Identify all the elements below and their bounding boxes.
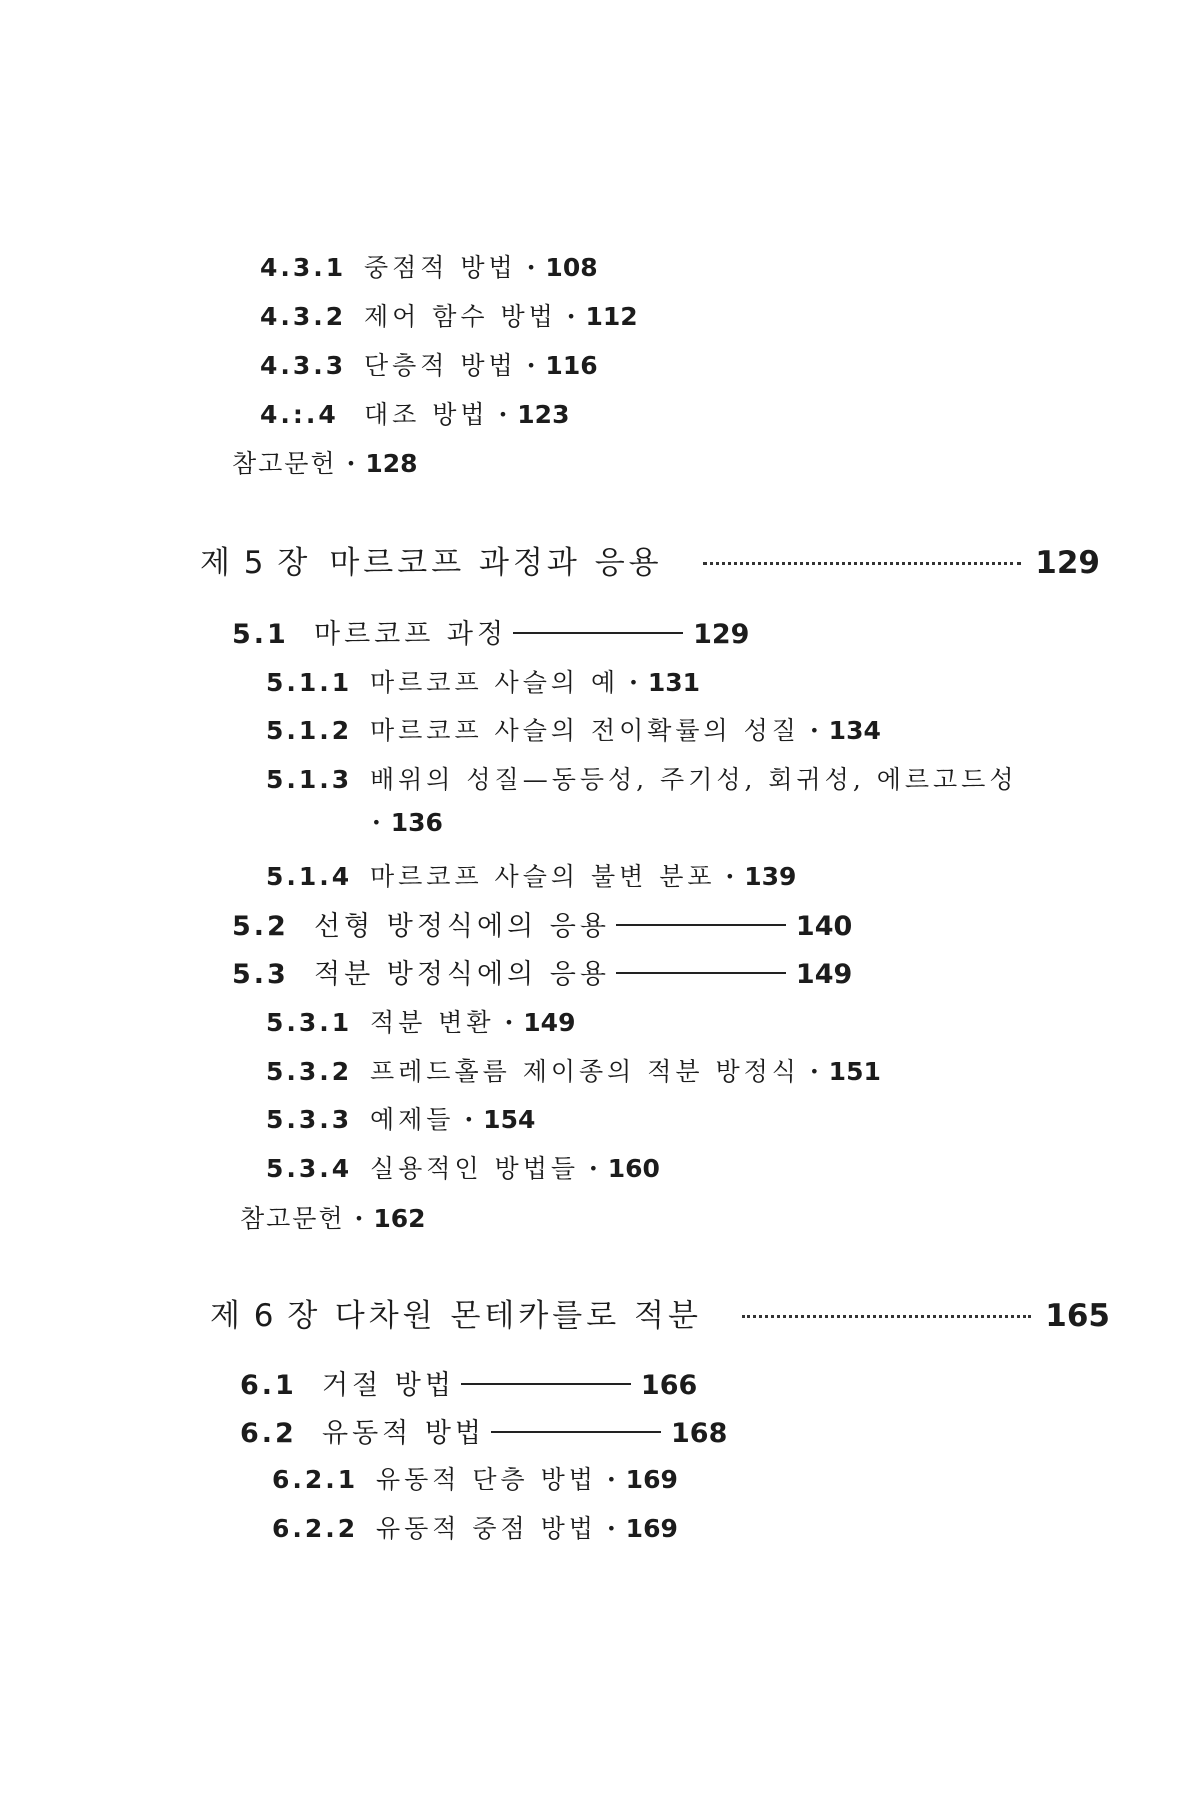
entry-number: 4.3.3 [260, 351, 347, 380]
entry-number: 4.3.2 [260, 302, 347, 331]
toc-entry [266, 1100, 535, 1136]
separator-dot: · [346, 449, 356, 478]
chapter-page: 129 [1035, 545, 1100, 581]
entry-title: 적분 변환 [370, 1008, 495, 1037]
separator-dot: · [526, 351, 536, 380]
section-heading [240, 1363, 697, 1402]
section-number: 6.1 [240, 1370, 297, 1401]
leader-rule [461, 1383, 631, 1385]
leader-rule [616, 924, 786, 926]
section-heading [240, 1411, 727, 1450]
toc-entry [266, 711, 881, 747]
entry-page: 149 [523, 1008, 576, 1037]
separator-dot: · [372, 808, 381, 837]
entry-title: 유동적 중점 방법 [376, 1514, 597, 1543]
entry-number: 5.3.3 [266, 1105, 353, 1134]
toc-entry [260, 248, 598, 284]
chapter-number: 제 5 장 [200, 545, 310, 581]
section-page: 168 [671, 1418, 728, 1449]
leader-rule [491, 1431, 661, 1433]
chapter-heading [200, 537, 1100, 582]
leader-rule [616, 972, 786, 974]
entry-page: 169 [625, 1514, 678, 1543]
entry-title: 중점적 방법 [364, 253, 517, 282]
section-page: 166 [640, 1370, 698, 1401]
entry-number: 5.1.1 [266, 668, 353, 697]
references-entry [240, 1199, 426, 1235]
entry-number: 6.2.2 [272, 1514, 359, 1543]
entry-page: 123 [517, 400, 570, 429]
separator-dot: · [629, 668, 638, 697]
entry-page: 112 [585, 302, 638, 331]
entry-page: 169 [625, 1465, 678, 1494]
entry-title: 단층적 방법 [364, 351, 517, 380]
section-heading [232, 952, 852, 991]
toc-entry [260, 297, 638, 333]
entry-number: 5.1.2 [266, 716, 353, 745]
toc-entry-continuation [370, 808, 443, 837]
toc-entry [266, 663, 700, 699]
chapter-title: 다차원 몬테카를로 적분 [334, 1298, 702, 1334]
section-number: 5.2 [232, 911, 289, 942]
references-entry [232, 444, 418, 480]
entry-number: 5.1.3 [266, 765, 353, 794]
toc-entry [266, 760, 1017, 796]
section-heading [232, 612, 749, 651]
entry-page: 131 [647, 668, 701, 697]
entry-page: 139 [744, 862, 797, 891]
section-number: 5.1 [232, 619, 289, 650]
dot-leader [703, 562, 1022, 565]
leader-rule [513, 632, 683, 634]
section-page: 140 [795, 911, 853, 942]
section-title: 거절 방법 [322, 1370, 455, 1401]
separator-dot: · [498, 400, 508, 429]
separator-dot: · [526, 253, 536, 282]
dot-leader [742, 1315, 1031, 1318]
entry-title: 배위의 성질—동등성, 주기성, 회귀성, 에르고드성 [370, 765, 1018, 794]
entry-title: 참고문헌 [240, 1204, 345, 1233]
entry-page: 151 [828, 1057, 881, 1086]
toc-entry [272, 1460, 678, 1496]
toc-entry [266, 1149, 660, 1185]
entry-title: 마르코프 사슬의 예 [370, 668, 620, 697]
entry-number: 5.3.4 [266, 1154, 353, 1183]
separator-dot: · [606, 1465, 616, 1494]
section-title: 마르코프 과정 [314, 619, 508, 650]
chapter-heading [210, 1290, 1110, 1335]
separator-dot: · [504, 1008, 514, 1037]
section-number: 5.3 [232, 959, 289, 990]
section-page: 129 [693, 619, 750, 650]
entry-page: 116 [545, 351, 598, 380]
section-heading [232, 904, 852, 943]
separator-dot: · [464, 1105, 474, 1134]
section-page: 149 [795, 959, 853, 990]
entry-page: 134 [828, 716, 881, 745]
toc-entry [272, 1509, 678, 1545]
section-title: 적분 방정식에의 응용 [314, 959, 610, 990]
entry-page: 162 [373, 1204, 426, 1233]
entry-page: 154 [483, 1105, 536, 1134]
entry-title: 실용적인 방법들 [370, 1154, 579, 1183]
entry-number: 5.1.4 [266, 862, 353, 891]
entry-number: 4.3.1 [260, 253, 347, 282]
toc-entry [266, 1003, 575, 1039]
entry-number: 6.2.1 [272, 1465, 359, 1494]
entry-title: 프레드홀름 제이종의 적분 방정식 [370, 1057, 800, 1086]
entry-page: 136 [390, 808, 443, 837]
section-number: 6.2 [240, 1418, 297, 1449]
chapter-page: 165 [1045, 1298, 1110, 1334]
entry-page: 128 [365, 449, 418, 478]
entry-number: 5.3.2 [266, 1057, 353, 1086]
entry-page: 160 [607, 1154, 660, 1183]
entry-number: 4.:.4 [260, 400, 339, 429]
separator-dot: · [354, 1204, 364, 1233]
separator-dot: · [725, 862, 735, 891]
separator-dot: · [809, 716, 819, 745]
section-title: 유동적 방법 [322, 1418, 485, 1449]
entry-page: 108 [545, 253, 598, 282]
toc-entry [266, 1052, 881, 1088]
separator-dot: · [566, 302, 576, 331]
separator-dot: · [606, 1514, 616, 1543]
entry-title: 마르코프 사슬의 전이확률의 성질 [370, 716, 800, 745]
toc-entry [266, 857, 796, 893]
entry-title: 대조 방법 [364, 400, 489, 429]
section-title: 선형 방정식에의 응용 [314, 911, 610, 942]
entry-title: 제어 함수 방법 [364, 302, 557, 331]
entry-number: 5.3.1 [266, 1008, 353, 1037]
chapter-number: 제 6 장 [210, 1298, 320, 1334]
separator-dot: · [589, 1154, 598, 1183]
entry-title: 유동적 단층 방법 [376, 1465, 597, 1494]
toc-entry [260, 395, 569, 431]
chapter-title: 마르코프 과정과 응용 [329, 545, 663, 581]
separator-dot: · [809, 1057, 819, 1086]
toc-entry [260, 346, 598, 382]
entry-title: 참고문헌 [232, 449, 337, 478]
entry-title: 예제들 [370, 1105, 455, 1134]
entry-title: 마르코프 사슬의 불변 분포 [370, 862, 716, 891]
